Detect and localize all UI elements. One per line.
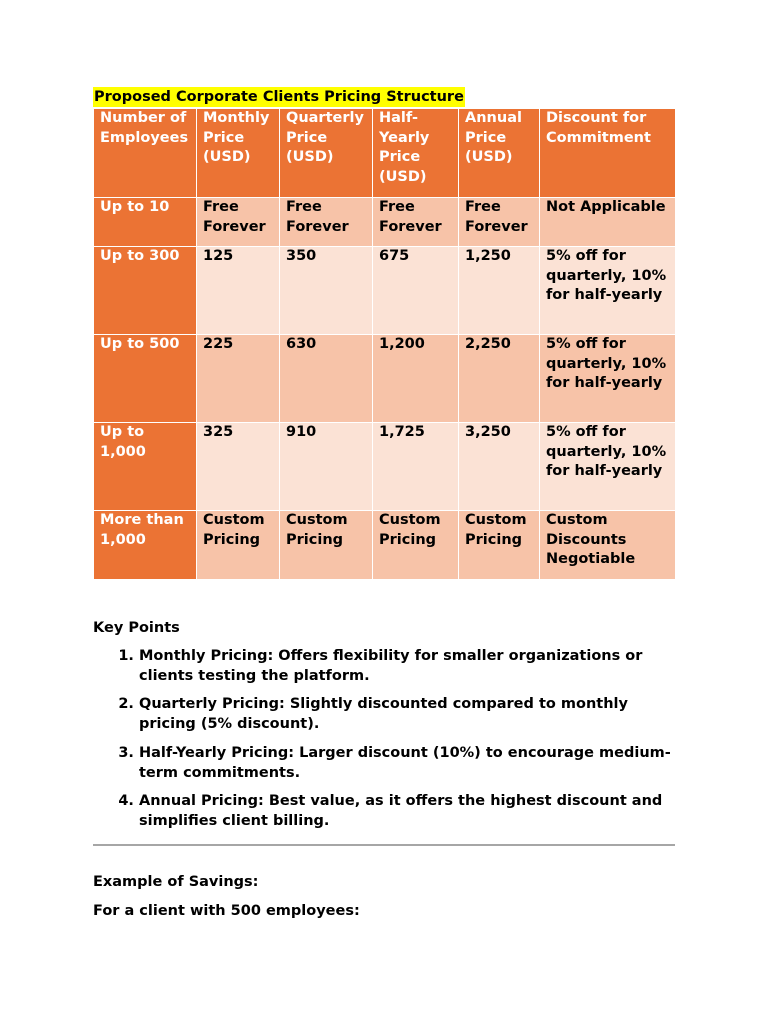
monthly-price-cell: Custom Pricing <box>197 511 280 580</box>
discount-cell: Custom Discounts Negotiable <box>540 511 676 580</box>
document-body <box>93 86 675 580</box>
table-row <box>94 335 676 423</box>
annual-price-cell: 1,250 <box>459 247 540 335</box>
discount-cell: Not Applicable <box>540 198 676 247</box>
example-heading: Example of Savings: <box>93 874 259 890</box>
list-item: 2. Quarterly Pricing: Slightly discounted compared to monthly pricing (5% discount). <box>139 695 675 734</box>
quarterly-price-cell: 350 <box>280 247 373 335</box>
example-subheading: For a client with 500 employees: <box>93 903 360 919</box>
key-points-heading: Key Points <box>93 620 180 636</box>
table-header-row <box>94 109 676 198</box>
annual-price-cell: 3,250 <box>459 423 540 511</box>
discount-cell: 5% off for quarterly, 10% for half-yearly <box>540 423 676 511</box>
key-points-list <box>93 647 675 841</box>
discount-cell: 5% off for quarterly, 10% for half-yearly <box>540 335 676 423</box>
annual-price-cell: 2,250 <box>459 335 540 423</box>
list-item: 4. Annual Pricing: Best value, as it offers the highest discount and simplifies client billing. <box>139 792 675 831</box>
header-annual-price: Annual Price (USD) <box>459 109 540 198</box>
annual-price-cell: Free Forever <box>459 198 540 247</box>
monthly-price-cell: 125 <box>197 247 280 335</box>
header-employees: Number of Employees <box>94 109 197 198</box>
quarterly-price-cell: 630 <box>280 335 373 423</box>
monthly-price-cell: 225 <box>197 335 280 423</box>
quarterly-price-cell: Custom Pricing <box>280 511 373 580</box>
header-monthly-price: Monthly Price (USD) <box>197 109 280 198</box>
half-yearly-price-cell: Free Forever <box>373 198 459 247</box>
table-row <box>94 423 676 511</box>
half-yearly-price-cell: Custom Pricing <box>373 511 459 580</box>
document-title: Proposed Corporate Clients Pricing Structure <box>94 89 464 105</box>
quarterly-price-cell: Free Forever <box>280 198 373 247</box>
annual-price-cell: Custom Pricing <box>459 511 540 580</box>
half-yearly-price-cell: 675 <box>373 247 459 335</box>
half-yearly-price-cell: 1,200 <box>373 335 459 423</box>
header-half-yearly-price: Half-Yearly Price (USD) <box>373 109 459 198</box>
monthly-price-cell: 325 <box>197 423 280 511</box>
header-discount: Discount for Commitment <box>540 109 676 198</box>
row-tier-label: Up to 300 <box>94 247 197 335</box>
row-tier-label: Up to 10 <box>94 198 197 247</box>
quarterly-price-cell: 910 <box>280 423 373 511</box>
list-item: 3. Half-Yearly Pricing: Larger discount (10%) to encourage medium-term commitments. <box>139 744 675 783</box>
table-row <box>94 198 676 247</box>
header-quarterly-price: Quarterly Price (USD) <box>280 109 373 198</box>
pricing-table <box>93 108 676 580</box>
row-tier-label: More than 1,000 <box>94 511 197 580</box>
row-tier-label: Up to 1,000 <box>94 423 197 511</box>
row-tier-label: Up to 500 <box>94 335 197 423</box>
list-item: 1. Monthly Pricing: Offers flexibility for smaller organizations or clients testing the platform. <box>139 647 675 686</box>
discount-cell: 5% off for quarterly, 10% for half-yearly <box>540 247 676 335</box>
monthly-price-cell: Free Forever <box>197 198 280 247</box>
table-row <box>94 511 676 580</box>
half-yearly-price-cell: 1,725 <box>373 423 459 511</box>
horizontal-divider <box>93 844 675 846</box>
table-row <box>94 247 676 335</box>
